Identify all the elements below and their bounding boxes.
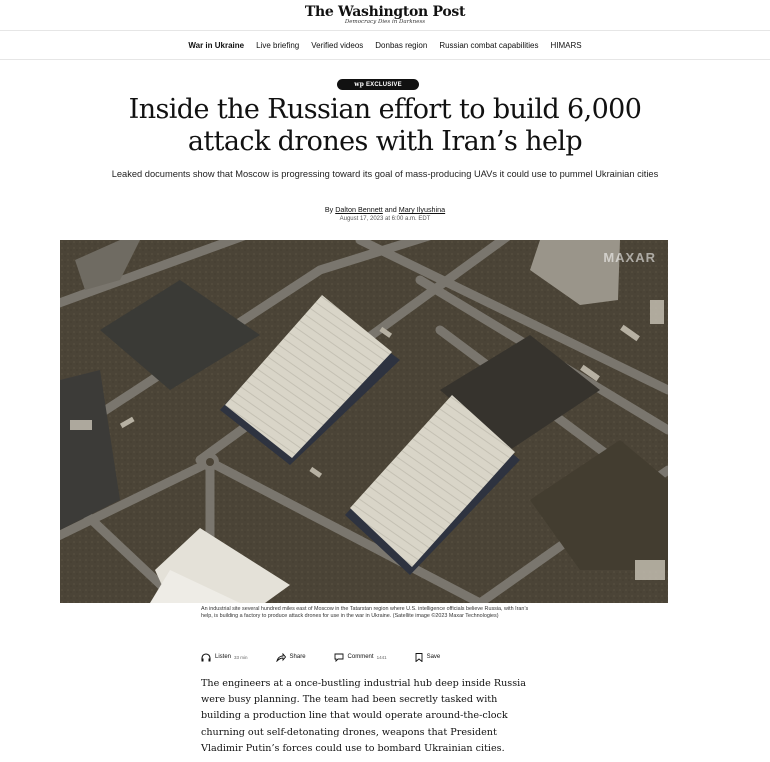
- wp-mini-logo: wp: [354, 81, 364, 88]
- comment-button[interactable]: [334, 653, 387, 662]
- share-button[interactable]: [276, 653, 306, 662]
- site-tagline: Democracy Dies in Darkness: [344, 19, 426, 25]
- nav-item-himars[interactable]: HIMARS: [550, 40, 582, 50]
- author-link-1[interactable]: Dalton Bennett: [335, 205, 383, 214]
- byline-and: and: [384, 205, 397, 214]
- nav-item-verified-videos[interactable]: Verified videos: [311, 40, 364, 50]
- share-label: Share: [289, 654, 306, 660]
- site-logo[interactable]: The Washington Post: [304, 4, 466, 20]
- nav-item-war-in-ukraine[interactable]: War in Ukraine: [188, 40, 245, 50]
- share-icon: [276, 653, 286, 662]
- byline-by: By: [324, 205, 334, 214]
- exclusive-badge-label: EXCLUSIVE: [365, 81, 402, 88]
- nav-item-live-briefing[interactable]: Live briefing: [256, 40, 300, 50]
- listen-duration: 33 min: [234, 654, 248, 660]
- publish-date: August 17, 2023 at 6:00 a.m. EDT: [339, 216, 431, 222]
- save-label: Save: [426, 654, 441, 660]
- article-body-paragraph: The engineers at a once-bustling industrial hub deep inside Russia were busy planning. The team had been secretly tasked with building a production line that would operate around-the-clock churning out self-detonating drones, weapons that President Vladimir Putin’s forces could use to bombard Ukrainian cities.: [201, 678, 526, 754]
- topic-nav: [0, 31, 770, 60]
- image-credit-watermark: MAXAR: [603, 250, 656, 265]
- article-dek: Leaked documents show that Moscow is progressing toward its goal of mass-producing UAVs it could use to pummel Ukrainian cities: [111, 169, 659, 179]
- save-button[interactable]: [415, 653, 441, 662]
- satellite-image: [60, 240, 668, 603]
- listen-label: Listen: [215, 654, 232, 660]
- exclusive-badge: [337, 79, 419, 90]
- image-caption: An industrial site several hundred miles east of Moscow in the Tatarstan region where U.S. intelligence officials believe Russia, with Iran’s help, is building a factory to produce attack drones for use in the war in Ukraine. (Satellite image ©2023 Maxar Technologies): [201, 606, 529, 620]
- byline: [0, 205, 770, 214]
- comment-count: 1441: [376, 654, 387, 660]
- headphones-icon: [201, 653, 211, 662]
- comment-label: Comment: [347, 654, 374, 660]
- nav-item-russian-combat-capabilities[interactable]: Russian combat capabilities: [439, 40, 539, 50]
- nav-item-donbas-region[interactable]: Donbas region: [375, 40, 428, 50]
- author-link-2[interactable]: Mary Ilyushina: [398, 205, 446, 214]
- article-actions: [201, 650, 531, 664]
- comment-icon: [334, 653, 344, 662]
- listen-button[interactable]: [201, 653, 248, 662]
- bookmark-icon: [415, 653, 423, 662]
- article-headline: Inside the Russian effort to build 6,000 attack drones with Iran’s help: [128, 94, 642, 157]
- masthead: [0, 0, 770, 31]
- satellite-image-graphic: [60, 240, 668, 603]
